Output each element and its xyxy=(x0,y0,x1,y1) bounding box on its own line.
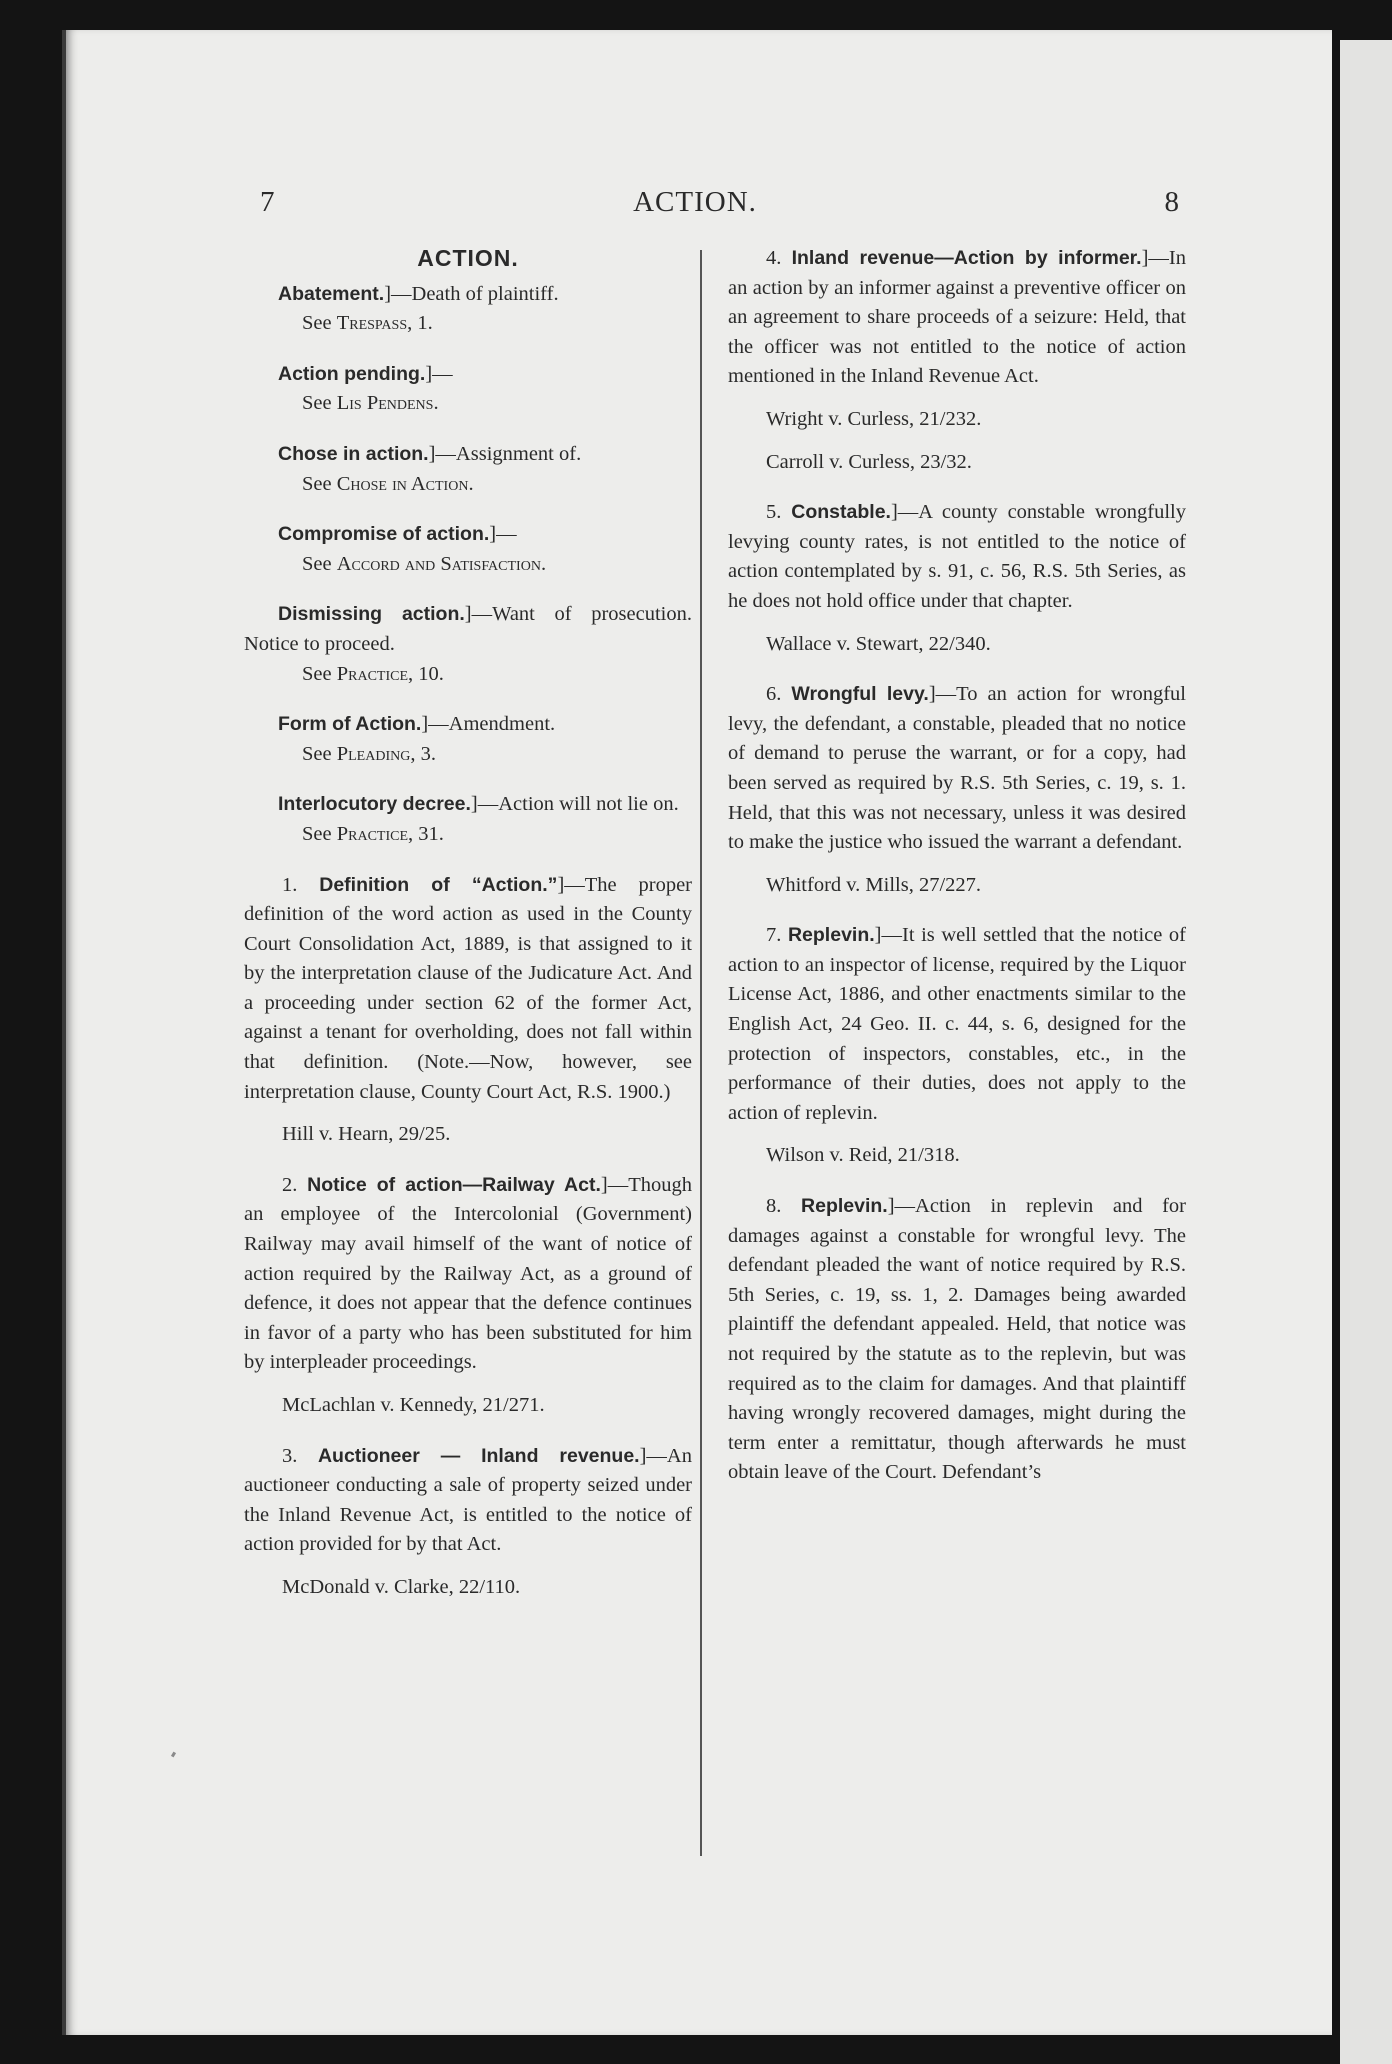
case-citation: Hill v. Hearn, 29/25. xyxy=(282,1123,451,1146)
entry-body: ]—An auctioneer conducting a sale of property seized under the Inland Revenue Act, is entitled to the notice of action provided for by that Act. xyxy=(244,1444,692,1556)
see-word: See xyxy=(302,662,332,685)
cross-reference xyxy=(244,710,692,769)
see-target: Chose in Action xyxy=(336,472,469,495)
entry-body: ]—Action in replevin and for damages against a constable for wrongful levy. The defendant pleaded the want of notice required by R.S. 5th Series, c. 19, ss. 1, 2. Damages being awarded plaintiff the defendant appealed. Held, that notice was not required by the statute as to the replevin, but was required as to the claim for damages. And that plaintiff having wrongly recovered damages, might during the term enter a remittatur, though afterwards he must obtain leave of the Court. Defendant’s xyxy=(728,1195,1187,1484)
cross-reference xyxy=(244,360,692,419)
case-entry xyxy=(244,1442,692,1560)
entry-description: ]—Assignment of. xyxy=(428,442,582,465)
see-word: See xyxy=(302,312,332,335)
entry-number: 7. xyxy=(766,924,782,947)
see-target: Accord and Satisfaction xyxy=(336,552,541,575)
entry-body: ]—In an action by an informer against a preventive officer on an agreement to share proceeds of a seizure: Held, that the officer was not entitled to the notice of action mentioned in the Inland Revenue Act. xyxy=(728,247,1186,388)
see-number: , 31. xyxy=(408,822,444,845)
case-citation: Wilson v. Reid, 21/318. xyxy=(766,1144,960,1167)
case-citation: Carroll v. Curless, 23/32. xyxy=(766,450,972,473)
entry-number: 4. xyxy=(766,247,782,269)
see-target: Pleading xyxy=(336,742,411,765)
see-reference xyxy=(244,740,692,770)
entry-body: ]—A county constable wrongfully levying county rates, is not entitled to the notice of action contemplated by s. 91, c. 56, R.S. 5th Series, as he does not hold office under that chapter. xyxy=(728,501,1186,612)
entry-number: 5. xyxy=(766,501,782,524)
entry-description: ]—Want of prosecution. Notice to proceed. xyxy=(244,603,692,655)
cross-reference xyxy=(244,440,692,499)
entry-heading: Chose in action. xyxy=(278,442,429,465)
cross-reference xyxy=(244,280,692,339)
see-reference xyxy=(244,660,692,690)
case-entry xyxy=(728,921,1186,1128)
entry-heading: Constable. xyxy=(791,501,891,524)
entry-number: 2. xyxy=(282,1173,298,1196)
see-reference xyxy=(244,820,692,850)
case-entry xyxy=(728,244,1186,392)
see-word: See xyxy=(302,472,332,495)
entry-description: ]—Death of plaintiff. xyxy=(384,282,559,305)
case-entry xyxy=(728,680,1186,858)
cross-reference xyxy=(244,790,692,849)
see-number: . xyxy=(540,552,547,575)
page-number-right: 8 xyxy=(1164,186,1180,218)
entry-heading: Dismissing action. xyxy=(278,603,465,626)
see-word: See xyxy=(302,742,332,765)
running-title: ACTION. xyxy=(633,186,757,218)
see-number: , 10. xyxy=(408,662,444,685)
entry-number: 1. xyxy=(282,873,298,896)
case-citation: McDonald v. Clarke, 22/110. xyxy=(282,1575,521,1598)
entry-heading: Action pending. xyxy=(278,362,426,385)
see-target: Trespass xyxy=(336,312,408,335)
page-number-left: 7 xyxy=(260,186,276,218)
case-citation: Wright v. Curless, 21/232. xyxy=(766,407,982,430)
case-entry xyxy=(728,498,1186,616)
entry-description: ]—Amendment. xyxy=(421,713,556,736)
entry-number: 8. xyxy=(766,1195,782,1218)
entry-heading: Compromise of action. xyxy=(278,523,490,546)
case-citation: Wallace v. Stewart, 22/340. xyxy=(766,632,991,655)
entry-heading: Inland revenue—Action by informer. xyxy=(791,247,1142,269)
see-word: See xyxy=(302,552,332,575)
adjacent-page-edge xyxy=(1340,40,1392,2064)
running-header xyxy=(192,186,1198,226)
cross-reference xyxy=(244,520,692,579)
entry-heading: Abatement. xyxy=(278,282,385,305)
entry-body: ]—To an action for wrongful levy, the defendant, a constable, pleaded that no notice of demand to peruse the warrant, or for a copy, had been served as required by R.S. 5th Series, c. 19, s. 1. Held, that this was not necessary, unless it was desired to make the justice who issued the warrant a defendant. xyxy=(728,683,1186,854)
entry-description: ]— xyxy=(489,523,517,546)
entry-heading: Form of Action. xyxy=(278,713,422,736)
entry-heading: Replevin. xyxy=(787,924,875,947)
see-word: See xyxy=(302,392,332,415)
see-reference xyxy=(244,470,692,500)
entry-number: 3. xyxy=(282,1444,298,1467)
entry-number: 6. xyxy=(766,683,782,706)
see-number: , 3. xyxy=(410,742,436,765)
case-citation: McLachlan v. Kennedy, 21/271. xyxy=(282,1394,545,1416)
entry-body: ]—Though an employee of the Intercolonial (Government) Railway may avail himself of the want of notice of action required by the Railway Act, as a ground of defence, it does not appear that the defence continues in favor of a party who has been substituted for him by interpleader proceedings. xyxy=(244,1173,692,1374)
entry-heading: Wrongful levy. xyxy=(791,683,929,706)
see-word: See xyxy=(302,822,332,845)
see-reference xyxy=(244,550,692,580)
entry-heading: Auctioneer — Inland revenue. xyxy=(317,1444,640,1467)
see-number: , 1. xyxy=(407,312,433,335)
entry-heading: Replevin. xyxy=(801,1195,888,1218)
entry-description: ]—Action will not lie on. xyxy=(470,793,679,816)
cross-reference xyxy=(244,600,692,689)
entry-description: ]— xyxy=(425,362,453,385)
entry-body: ]—The proper definition of the word action as used in the County Court Consolidation Act, 1889, is that assigned to it by the interpretation clause of the Judicature Act. And a proceeding under section 62 of the former Act, against a tenant for overholding, does not fall within that definition. (Note.—Now, however, see interpretation clause, County Court Act, R.S. 1900.) xyxy=(244,873,692,1103)
see-target: Practice xyxy=(336,822,409,845)
case-citation: Whitford v. Mills, 27/227. xyxy=(766,873,982,896)
see-target: Practice xyxy=(336,662,409,685)
entry-body: ]—It is well settled that the notice of action to an inspector of license, required by the Liquor License Act, 1886, and other enactments similar to the English Act, 24 Geo. II. c. 44, s. 6, designed for the protection of inspectors, constables, etc., in the performance of their duties, does not apply to the action of replevin. xyxy=(728,924,1187,1124)
column-divider xyxy=(700,250,702,1856)
entry-heading: Definition of “Action.” xyxy=(319,873,558,896)
see-reference xyxy=(244,389,692,419)
right-column xyxy=(728,244,1186,1509)
case-entry xyxy=(244,871,692,1108)
see-number: . xyxy=(468,472,474,495)
left-column xyxy=(244,244,692,1624)
case-entry xyxy=(728,1192,1186,1488)
entry-heading: Notice of action—Railway Act. xyxy=(307,1173,601,1196)
see-number: . xyxy=(433,392,439,415)
case-entry xyxy=(244,1171,692,1378)
section-title: ACTION. xyxy=(417,245,519,271)
see-target: Lis Pendens xyxy=(336,392,434,415)
entry-heading: Interlocutory decree. xyxy=(278,793,471,816)
see-reference xyxy=(244,309,692,339)
